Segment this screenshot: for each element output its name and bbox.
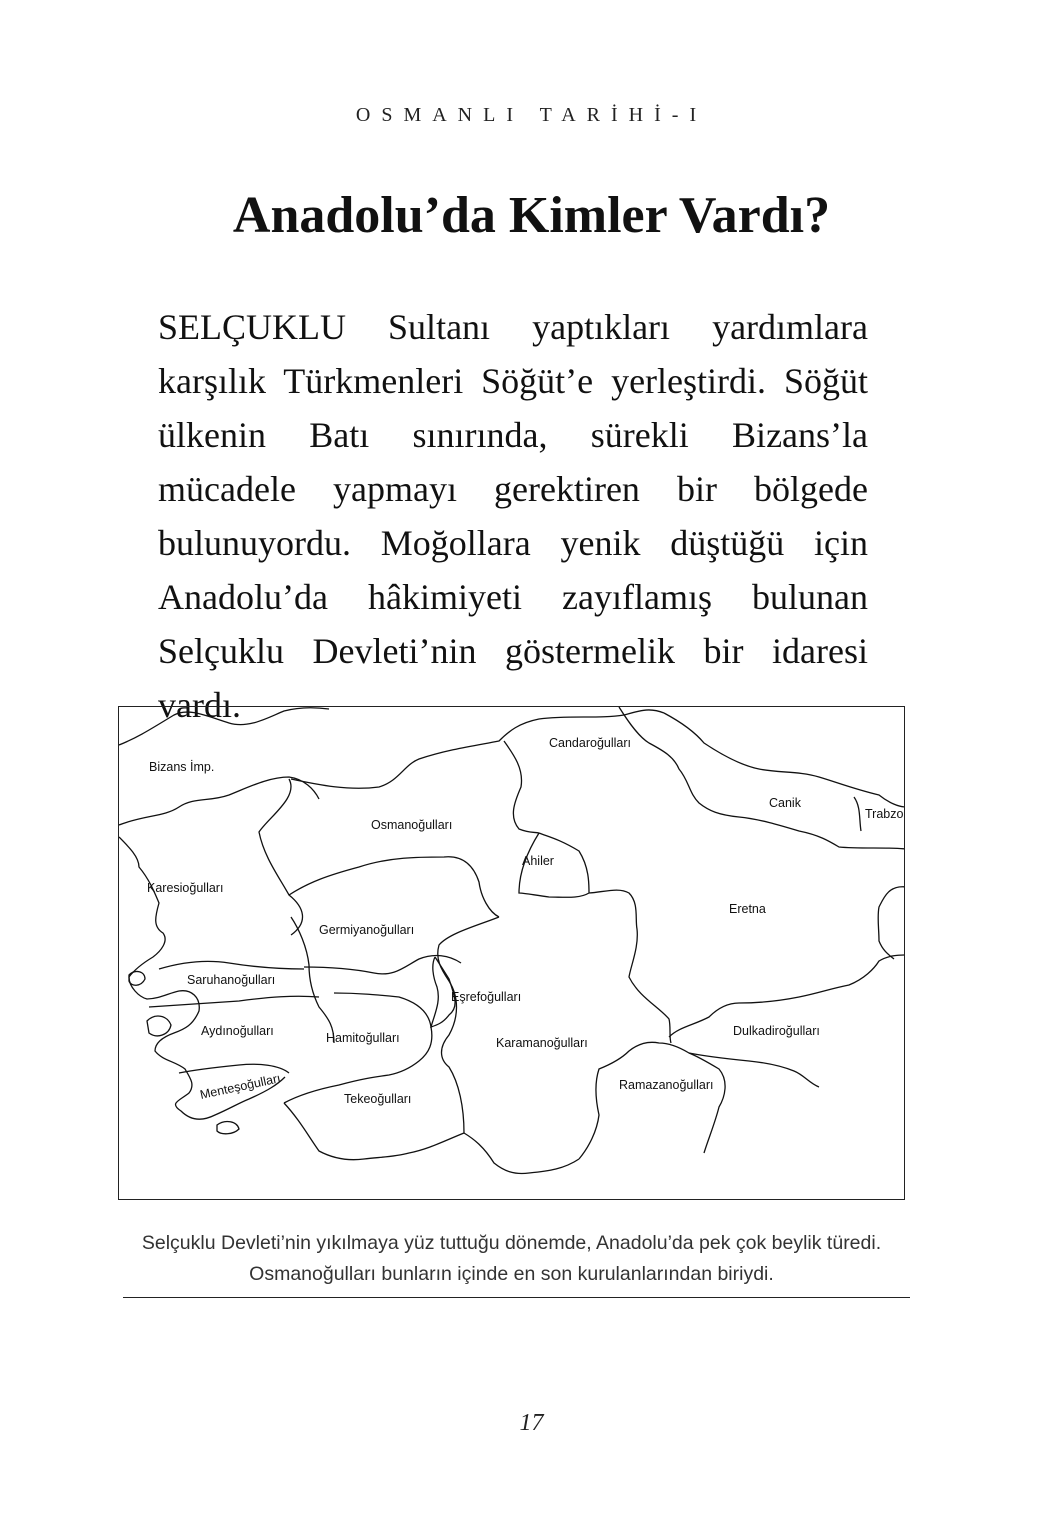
teke-coast [284, 1103, 579, 1174]
candar-east-border [619, 707, 905, 849]
osmanogullari-east-border [289, 857, 499, 917]
label-hamitogullari: Hamitoğulları [326, 1031, 400, 1045]
page-number: 17 [519, 1410, 544, 1436]
chapter-title: Anadolu’da Kimler Vardı? [232, 187, 831, 244]
label-saruhanogullari: Saruhanoğulları [187, 973, 276, 987]
map-caption: Selçuklu Devleti’nin yıkılmaya yüz tuttuğu dönemde, Anadolu’da pek çok beylik türedi. Osmanoğulları bunların içinde en son kurulanlarından biriydi. [141, 1232, 882, 1285]
label-aydinogullari: Aydınoğulları [201, 1024, 274, 1038]
karaman-west-border [438, 917, 499, 1133]
label-ahiler: Ahiler [522, 854, 554, 868]
label-eretna: Eretna [729, 902, 766, 916]
aydin-border [149, 996, 319, 1007]
label-tekeogullari: Tekeoğulları [344, 1092, 412, 1106]
osmanogullari-border [259, 779, 303, 935]
body-paragraph: SELÇUKLU Sultanı yaptıkları yardımlara karşılık Türkmenleri Söğüt’e yerleştirdi. Söğüt ülkenin Batı sınırında, sürekli Bizans’la mücadele yapmayı gerektiren bir bölgede bulunuyordu. Moğollara yenik düştüğü için Anadolu’da hâkimiyeti zayıflamış bulunan Selçuklu Devleti’nin göstermelik bir idaresi vardı. [158, 307, 868, 725]
marmara-coast [119, 777, 319, 825]
island-2 [129, 972, 145, 986]
map-labels [147, 736, 903, 1106]
eretna-west-border [589, 890, 671, 1043]
germiyan-east-border [304, 956, 461, 974]
label-karamanogullari: Karamanoğulları [496, 1036, 588, 1050]
trabzon-border [854, 797, 861, 831]
island-1 [147, 1016, 171, 1036]
running-head: OSMANLI TARİHİ-I [355, 104, 708, 126]
label-bizans: Bizans İmp. [149, 760, 215, 774]
label-osmanogullari: Osmanoğulları [371, 818, 453, 832]
black-sea-coast-west [119, 708, 329, 745]
label-karesiogullari: Karesioğulları [147, 881, 224, 895]
label-dulkadirogullari: Dulkadiroğulları [733, 1024, 820, 1038]
black-sea-coast-east [664, 713, 905, 807]
label-germiyanogullari: Germiyanoğulları [319, 923, 415, 937]
beylikler-map [118, 706, 905, 1200]
island-3 [217, 1122, 239, 1134]
caption-divider [123, 1297, 910, 1298]
map-svg [119, 707, 905, 1200]
label-esrefogullari: Eşrefoğulları [451, 990, 522, 1004]
label-candarogullari: Candaroğulları [549, 736, 631, 750]
candar-border [504, 741, 539, 833]
label-trabzon: Trabzo [865, 807, 904, 821]
ramazan-border [579, 1042, 725, 1159]
saruhan-border [159, 961, 304, 969]
eretna-east-border [878, 887, 905, 959]
label-ramazanogullari: Ramazanoğulları [619, 1078, 714, 1092]
label-canik: Canik [769, 796, 801, 810]
map-borders [119, 707, 905, 1174]
hamit-border [284, 993, 432, 1103]
label-mentesogullari: Menteşoğulları [198, 1071, 282, 1102]
